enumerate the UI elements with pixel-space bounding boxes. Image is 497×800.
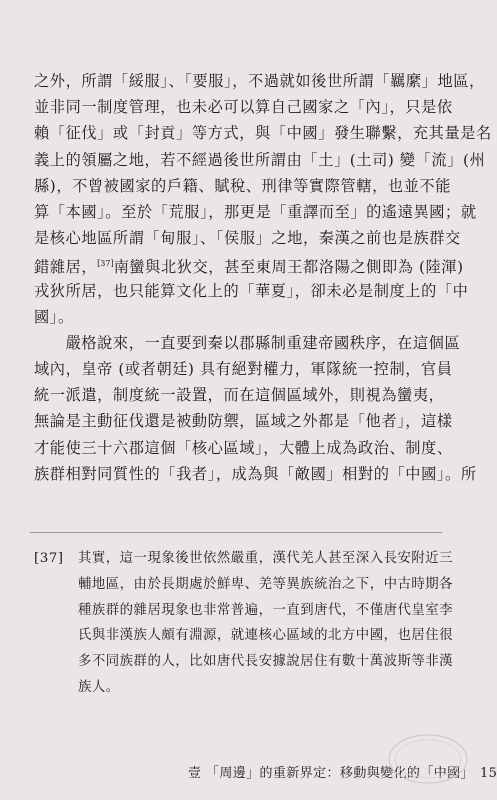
footnote [34,546,454,701]
page-number: 15 [479,766,497,781]
footnote-line: 多不同族群的人，比如唐代長安據說居住有數十萬波斯等非漢 [78,654,454,670]
seal-icon [386,732,470,786]
body-line: 是核心地區所謂「甸服」、「侯服」之地，秦漢之前也是族群交 [34,229,461,248]
body-line: 算「本國」。至於「荒服」，那更是「重譯而至」的遙遠異國；就 [34,202,477,221]
watermark-stamp [386,732,470,786]
body-line: 嚴格說來，一直要到秦以郡縣制重建帝國秩序，在這個區 [34,333,461,352]
body-line: 義上的領屬之地，若不經過後世所謂由「土」(土司) 變「流」(州 [34,150,486,169]
body-text: 南蠻與北狄交，甚至東周王都洛陽之側即為 (陸渾) [113,258,464,277]
footnote-text: 其實，這一現象後世依然嚴重，漢代羌人甚至深入長安附近三 [78,551,454,566]
main-text [34,68,492,487]
footnote-line: 種族群的雜居現象也非常普遍，一直到唐代，不僅唐代皇室李 [78,602,454,618]
body-text: 錯雜居， [34,258,98,277]
body-line-with-note [34,251,464,277]
body-line: 並非同一制度管理，也未必可以算自己國家之「內」，只是依 [34,98,453,117]
body-line: 無論是主動征伐還是被動防禦，區域之外都是「他者」，這樣 [34,412,453,431]
footnote-line [34,546,454,572]
footnote-line: 氏與非漢族人頗有淵源，就連核心區域的北方中國，也居住很 [78,628,454,644]
body-line: 統一派遣，制度統一設置，而在這個區域外，則視為蠻夷， [34,386,445,405]
running-head: 壹 「周邊」的重新界定：移動與變化的「中國」 [188,766,474,781]
body-line: 域內，皇帝 (或者朝廷) 具有絕對權力，軍隊統一控制，官員 [34,360,453,379]
body-line: 戎狄所居，也只能算文化上的「華夏」，卻未必是制度上的「中 [34,281,469,300]
body-line: 之外，所謂「綏服」、「要服」，不過就如後世所謂「羈縻」地區， [34,72,485,90]
footnote-line: 族人。 [78,679,120,695]
footnote-line: 輔地區，由於長期處於鮮卑、羌等異族統治之下，中古時期各 [78,576,454,592]
body-line: 族群相對同質性的「我者」，成為與「敵國」相對的「中國」。所 [34,464,477,483]
footnote-divider [30,532,442,533]
footnote-marker: [37] [34,551,64,566]
body-line: 縣)，不曾被國家的戶籍、賦稅、刑律等實際管轄，也並不能 [34,176,451,195]
footnote-reference[interactable]: [37] [97,259,114,269]
body-line: 賴「征伐」或「封貢」等方式，與「中國」發生聯繫，充其量是名 [34,124,492,143]
body-line: 國」。 [34,307,74,326]
body-line: 才能使三十六郡這個「核心區域」，大體上成為政治、制度、 [34,438,453,457]
